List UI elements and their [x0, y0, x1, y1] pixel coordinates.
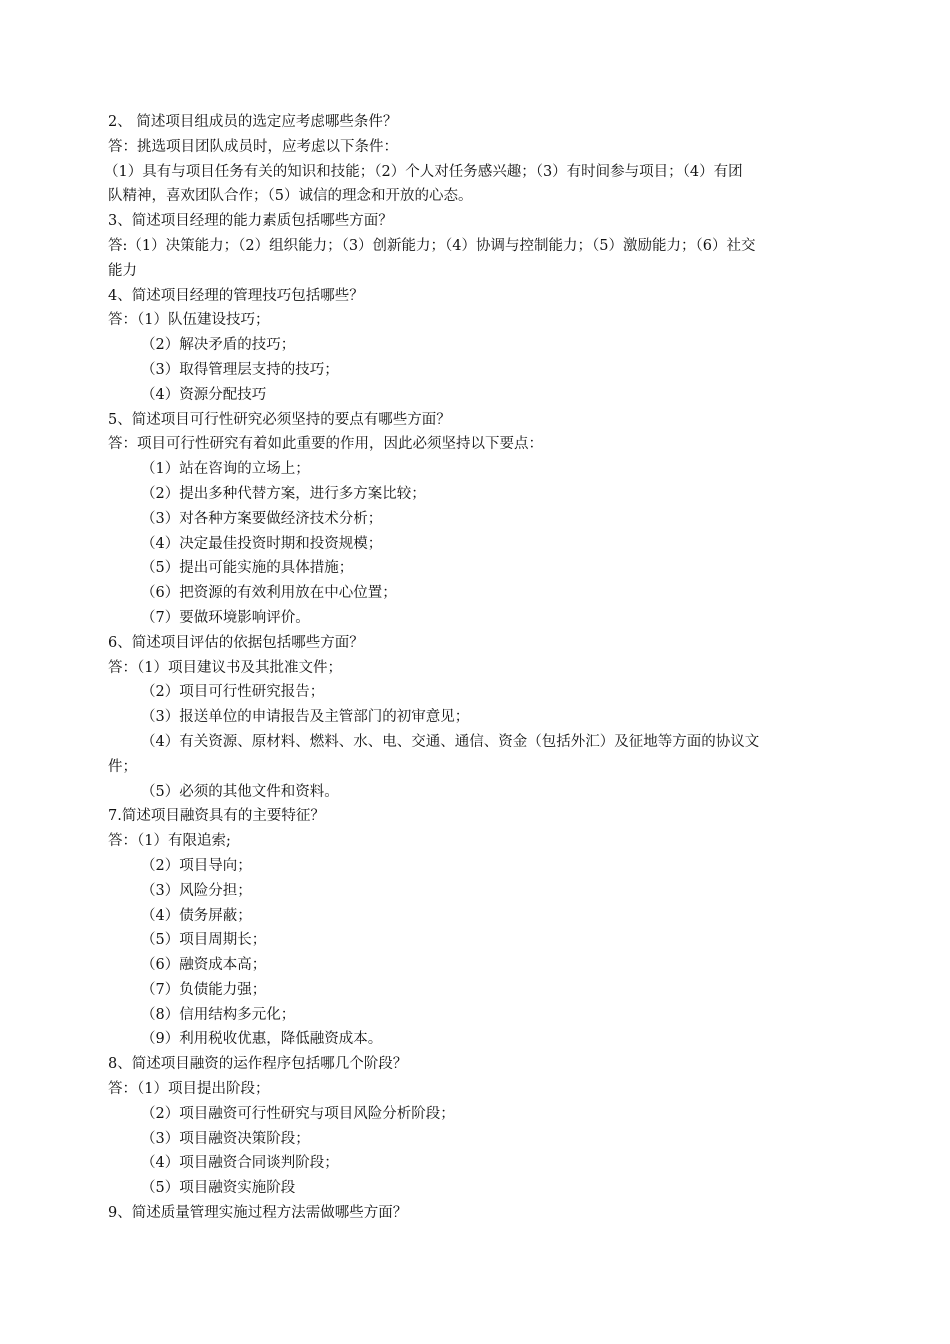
question-3: 3、简述项目经理的能力素质包括哪些方面？ [108, 213, 393, 230]
answer-5-item-2: （2）提出多种代替方案，进行多方案比较； [141, 485, 426, 502]
answer-8-item-4: （4）项目融资合同谈判阶段； [141, 1155, 339, 1172]
answer-5-item-1: （1）站在咨询的立场上； [141, 461, 310, 478]
answer-2-line-2: 队精神，喜欢团队合作；（5）诚信的理念和开放的心态。 [108, 188, 473, 205]
question-8: 8、简述项目融资的运作程序包括哪几个阶段？ [108, 1056, 408, 1073]
answer-5-item-5: （5）提出可能实施的具体措施； [141, 560, 354, 577]
answer-5-intro: 答：项目可行性研究有着如此重要的作用，因此必须坚持以下要点： [108, 436, 543, 453]
question-4: 4、简述项目经理的管理技巧包括哪些？ [108, 287, 364, 304]
answer-5-item-7: （7）要做环境影响评价。 [141, 609, 310, 626]
question-5: 5、简述项目可行性研究必须坚持的要点有哪些方面？ [108, 411, 451, 428]
answer-3-line-2: 能力 [108, 262, 137, 279]
answer-6-item-4: （4）有关资源、原材料、燃料、水、电、交通、通信、资金（包括外汇）及征地等方面的协议文 [141, 733, 760, 750]
answer-7-item-2: （2）项目导向； [141, 857, 252, 874]
answer-5-item-3: （3）对各种方案要做经济技术分析； [141, 510, 383, 527]
answer-4-item-1: 答：（1）队伍建设技巧； [108, 312, 270, 329]
answer-6-item-3: （3）报送单位的申请报告及主管部门的初审意见； [141, 709, 470, 726]
answer-6-item-2: （2）项目可行性研究报告； [141, 684, 325, 701]
answer-8-item-1: 答：（1）项目提出阶段； [108, 1081, 270, 1098]
question-2: 2、 简述项目组成员的选定应考虑哪些条件？ [108, 114, 398, 130]
answer-7-item-1: 答：（1）有限追索; [108, 833, 231, 850]
question-6: 6、简述项目评估的依据包括哪些方面？ [108, 634, 364, 651]
answer-3-line-1: 答:（1）决策能力；（2）组织能力；（3）创新能力；（4）协调与控制能力；（5）激励能力；（6）社交 [108, 237, 756, 254]
answer-8-item-5: （5）项目融资实施阶段 [141, 1180, 296, 1197]
answer-5-item-4: （4）决定最佳投资时期和投资规模； [141, 535, 383, 552]
answer-7-item-6: （6）融资成本高； [141, 957, 267, 974]
answer-7-item-7: （7）负债能力强； [141, 981, 267, 998]
answer-7-item-8: （8）信用结构多元化； [141, 1006, 296, 1023]
answer-6-item-4-continued: 件； [108, 758, 137, 775]
answer-6-item-5: （5）必须的其他文件和资料。 [141, 783, 339, 800]
question-7: 7.简述项目融资具有的主要特征？ [108, 808, 325, 825]
answer-6-item-1: 答：（1）项目建议书及其批准文件； [108, 659, 342, 676]
answer-7-item-3: （3）风险分担； [141, 882, 252, 899]
answer-4-item-4: （4）资源分配技巧 [141, 386, 267, 403]
answer-4-item-2: （2）解决矛盾的技巧； [141, 337, 296, 354]
answer-4-item-3: （3）取得管理层支持的技巧； [141, 361, 339, 378]
answer-5-item-6: （6）把资源的有效利用放在中心位置； [141, 585, 397, 602]
document-page [104, 110, 848, 1226]
answer-8-item-3: （3）项目融资决策阶段； [141, 1130, 310, 1147]
answer-7-item-5: （5）项目周期长； [141, 932, 267, 949]
question-9: 9、简述质量管理实施过程方法需做哪些方面？ [108, 1205, 408, 1222]
answer-7-item-9: （9）利用税收优惠，降低融资成本。 [141, 1031, 383, 1048]
answer-2-intro: 答：挑选项目团队成员时，应考虑以下条件： [108, 138, 398, 155]
answer-2-line-1: （1）具有与项目任务有关的知识和技能；（2）个人对任务感兴趣；（3）有时间参与项目；（4）有团 [104, 163, 743, 180]
answer-8-item-2: （2）项目融资可行性研究与项目风险分析阶段； [141, 1105, 455, 1122]
answer-7-item-4: （4）债务屏蔽； [141, 907, 252, 924]
